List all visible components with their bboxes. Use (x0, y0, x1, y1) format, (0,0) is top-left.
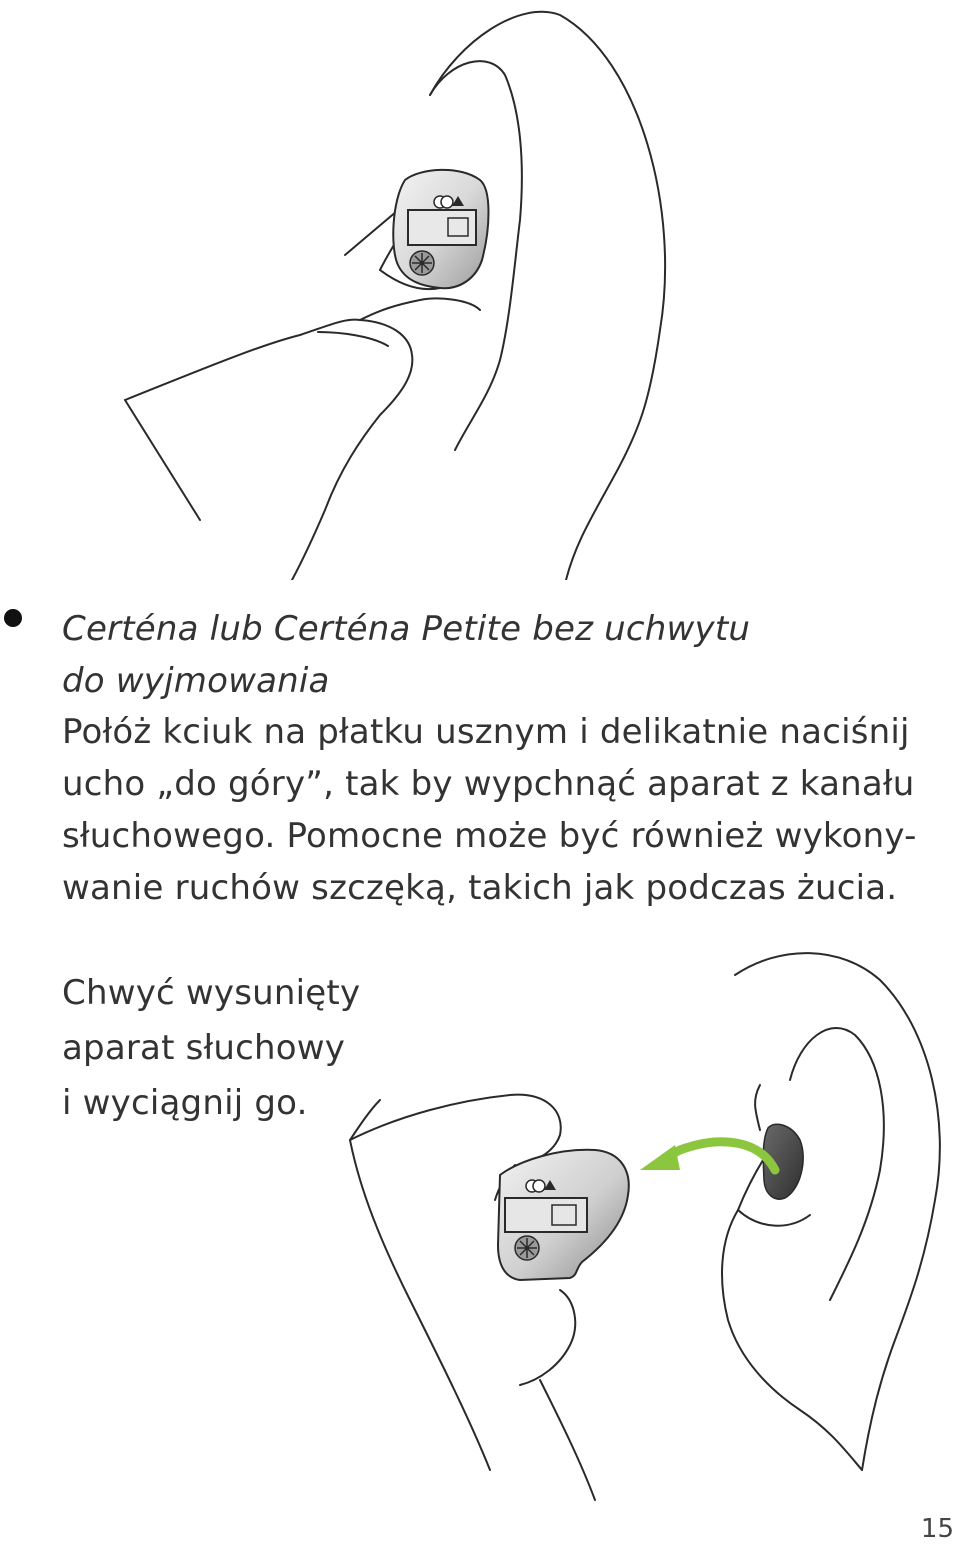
section-title (62, 603, 942, 707)
hearing-aid-top (393, 170, 488, 288)
removal-arrow-icon (668, 1142, 775, 1170)
paragraph-1-line: Połóż kciuk na płatku usznym i delikatnie naciśnij (62, 712, 910, 752)
list-bullet (4, 609, 22, 627)
instruction-paragraph-2 (62, 966, 482, 1131)
paragraph-2-line: i wyciągnij go. (62, 1083, 308, 1123)
section-title-line-1: Certéna lub Certéna Petite bez uchwytu (62, 609, 751, 649)
hearing-aid-in-ear (763, 1124, 803, 1199)
hearing-aid-removed (498, 1150, 629, 1280)
ear-outline (430, 12, 665, 580)
instruction-paragraph-1 (62, 706, 952, 914)
paragraph-1-line: wanie ruchów szczęką, takich jak podczas żucia. (62, 868, 898, 908)
page-number: 15 (920, 1514, 954, 1544)
paragraph-2-line: Chwyć wysunięty (62, 973, 361, 1013)
ear-with-hearing-aid-and-thumb-icon (0, 0, 960, 580)
paragraph-1-line: słuchowego. Pomocne może być również wykony- (62, 816, 917, 856)
paragraph-2-line: aparat słuchowy (62, 1028, 346, 1068)
paragraph-1-line: ucho „do góry”, tak by wypchnąć aparat z kanału (62, 764, 915, 804)
thumb-outline (125, 320, 412, 580)
section-title-line-2: do wyjmowania (62, 661, 330, 701)
ear-outline (735, 953, 940, 1470)
